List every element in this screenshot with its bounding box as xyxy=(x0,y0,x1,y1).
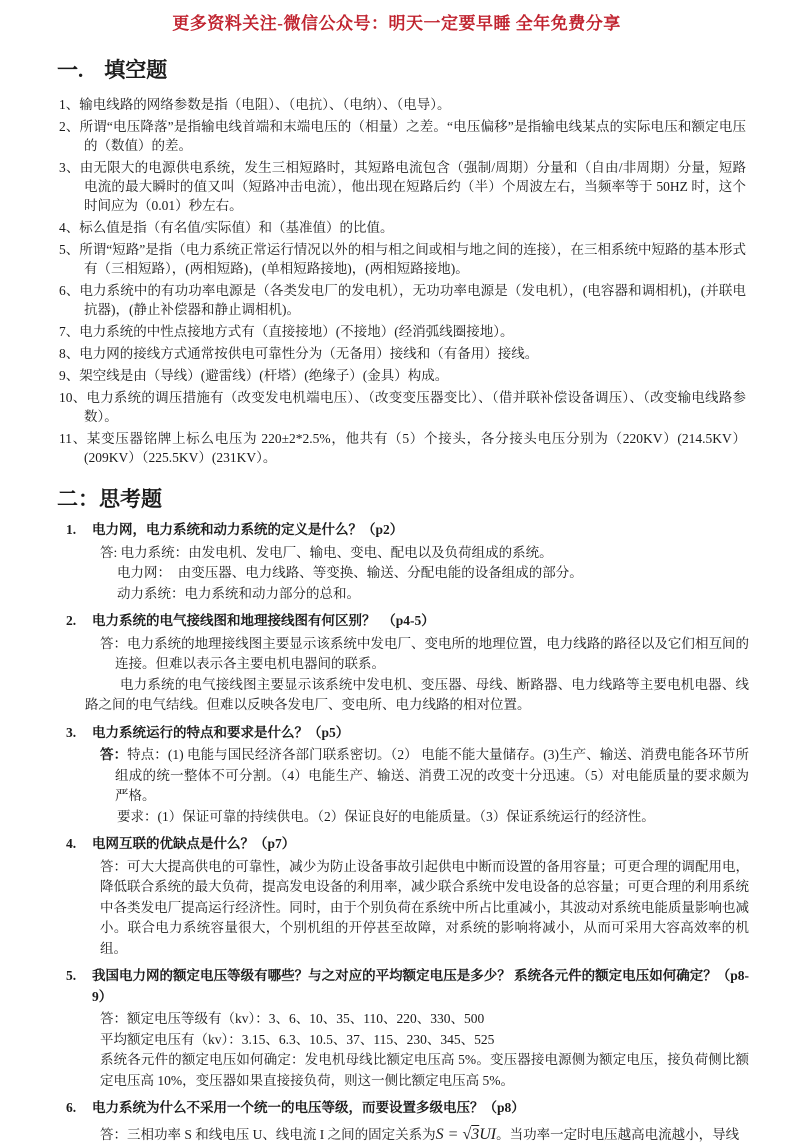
item-number: 2、 xyxy=(59,119,80,134)
item-text: 电力系统的调压措施有（改变发电机端电压）、（改变变压器变比）、（借并联补偿设备调压）、（改变输电线路参数）。 xyxy=(84,390,746,424)
question-text: 电网互联的优缺点是什么？（p7） xyxy=(92,834,749,855)
radical-sign: √ xyxy=(462,1126,471,1143)
item-text: 电力网的接线方式通常按供电可靠性分为（无备用）接线和（有备用）接线。 xyxy=(79,346,538,361)
question-heading xyxy=(66,966,749,1007)
answer-label: 答： xyxy=(100,747,127,762)
question-list xyxy=(66,520,749,1145)
question-heading xyxy=(66,520,749,541)
fill-item xyxy=(59,366,746,385)
item-text: 某变压器铭牌上标么电压为 220±2*2.5%，他共有（5）个接头，各分接头电压分别为（220KV）(214.5KV）(209KV）（225.5KV）(231KV）。 xyxy=(84,431,746,465)
answer-block xyxy=(100,745,749,827)
item-text: 标么值是指（有名值/实际值）和（基准值）的比值。 xyxy=(79,220,393,235)
fill-item xyxy=(59,218,746,237)
answer-paragraph xyxy=(100,1050,749,1091)
item-text: 所谓“电压降落”是指输电线首端和末端电压的（相量）之差。“电压偏移”是指输电线某点的实际电压和额定电压的（数值）的差。 xyxy=(80,119,746,153)
answer-text: 动力系统：电力系统和动力部分的总和。 xyxy=(117,586,360,601)
answer-block xyxy=(100,634,749,716)
answer-paragraph xyxy=(100,1009,749,1030)
answer-text: 电力网： 由变压器、电力线路、等变换、输送、分配电能的设备组成的部分。 xyxy=(117,565,583,580)
answer-block xyxy=(100,1009,749,1091)
answer-block xyxy=(100,1125,749,1145)
answer-paragraph xyxy=(100,634,749,675)
answer-paragraph: 答：三相功率 S 和线电压 U、线电流 I 之间的固定关系为S = √3UI。当功率一定时电压越高电流越小，导线 xyxy=(100,1125,749,1145)
answer-text: 额定电压等级有（kv）：3、6、10、35、110、220、330、500 xyxy=(127,1011,484,1026)
answer-text: 要求：(1）保证可靠的持续供电。（2）保证良好的电能质量。（3）保证系统运行的经济性。 xyxy=(117,809,655,824)
answer-label: 答： xyxy=(100,1127,127,1142)
question-heading xyxy=(66,723,749,744)
answer-text: 电力系统的地理接线图主要显示该系统中发电厂、变电所的地理位置，电力线路的路径以及它们相互间的连接。但难以表示各主要电机电器间的联系。 xyxy=(115,636,749,672)
item-text: 电力系统中的有功功率电源是（各类发电厂的发电机），无功功率电源是（发电机），(电容器和调相机)，(并联电抗器)，(静止补偿器和静止调相机)。 xyxy=(79,283,746,317)
answer-block xyxy=(100,857,749,960)
item-number: 6、 xyxy=(59,283,79,298)
item-text: 由无限大的电源供电系统，发生三相短路时，其短路电流包含（强制/周期）分量和（自由/非周期）分量，短路电流的最大瞬时的值又叫（短路冲击电流），他出现在短路后约（半）个周波左右，当频率等于 50HZ 时，这个时间应为（0.01）秒左右。 xyxy=(80,160,746,213)
promo-banner: 更多资料关注-微信公众号：明天一定要早睡 全年免费分享 xyxy=(0,0,793,34)
item-number: 10、 xyxy=(59,390,86,405)
section1-title: 一. 填空题 xyxy=(57,54,793,84)
answer-paragraph xyxy=(100,1030,749,1051)
answer-paragraph xyxy=(100,857,749,960)
fill-item xyxy=(59,344,746,363)
radicand: 3 xyxy=(471,1126,479,1143)
answer-paragraph xyxy=(100,543,749,564)
fill-item xyxy=(59,281,746,319)
fill-item xyxy=(59,158,746,215)
item-number: 3、 xyxy=(59,160,80,175)
fill-item xyxy=(59,117,746,155)
answer-label: 答： xyxy=(100,859,127,874)
item-number: 9、 xyxy=(59,368,79,383)
item-text: 电力系统的中性点接地方式有（直接接地）(不接地）(经消弧线圈接地）。 xyxy=(79,324,513,339)
item-text: 输电线路的网络参数是指（电阻）、（电抗）、（电纳）、（电导）。 xyxy=(79,97,450,112)
item-number: 5、 xyxy=(59,242,79,257)
question-heading xyxy=(66,834,749,855)
item-number: 8、 xyxy=(59,346,79,361)
sqrt3-formula: S = √3UI xyxy=(436,1126,496,1143)
question-text: 电力系统为什么不采用一个统一的电压等级，而要设置多级电压？（p8） xyxy=(92,1098,749,1119)
item-text: 架空线是由（导线）(避雷线）(杆塔）(绝缘子）(金具）构成。 xyxy=(79,368,448,383)
answer-text: 系统各元件的额定电压如何确定：发电机母线比额定电压高 5%。变压器接电源侧为额定电压，接负荷侧比额定电压高 10%，变压器如果直接接负荷，则这一侧比额定电压高 5%。 xyxy=(100,1052,749,1088)
answer-paragraph xyxy=(117,807,749,828)
answer-label: 答： xyxy=(100,1011,127,1026)
fill-item xyxy=(59,240,746,278)
question-heading xyxy=(66,1098,749,1119)
answer-text: 可大大提高供电的可靠性，减少为防止设备事故引起供电中断而设置的备用容量；可更合理的调配用电，降低联合系统的最大负荷，提高发电设备的利用率，减少联合系统中发电设备的总容量；可更合理的利用系统中各类发电厂提高运行经济性。同时，由于个别负荷在系统中所占比重减小，其波动对系统电能质量影响也减小。联合电力系统容量很大，个别机组的开停甚至故障，对系统的影响将减小，从而可采用大容高效率的机组。 xyxy=(100,859,749,956)
item-number: 11、 xyxy=(59,431,87,446)
answer-paragraph xyxy=(117,563,749,584)
fill-item xyxy=(59,429,746,467)
answer-block xyxy=(100,543,749,605)
question-number: 5. xyxy=(66,966,92,1007)
item-number: 1、 xyxy=(59,97,79,112)
question-text: 我国电力网的额定电压等级有哪些？与之对应的平均额定电压是多少？ 系统各元件的额定电压如何确定？（p8-9） xyxy=(92,966,749,1007)
question-number: 1. xyxy=(66,520,92,541)
question-number: 3. xyxy=(66,723,92,744)
fill-blank-list xyxy=(59,95,746,467)
item-text: 所谓“短路”是指（电力系统正常运行情况以外的相与相之间或相与地之间的连接），在三相系统中短路的基本形式有（三相短路），(两相短路)，(单相短路接地)，(两相短路接地)。 xyxy=(79,242,746,276)
answer-label: 答： xyxy=(100,636,127,651)
section2-title: 二：思考题 xyxy=(57,483,793,513)
answer-text: 平均额定电压有（kv）：3.15、6.3、10.5、37、115、230、345、525 xyxy=(100,1032,494,1047)
question-number: 2. xyxy=(66,611,92,632)
item-number: 7、 xyxy=(59,324,79,339)
question-number: 4. xyxy=(66,834,92,855)
answer-text: 电力系统：由发电机、发电厂、输电、变电、配电以及负荷组成的系统。 xyxy=(121,545,553,560)
answer-text: 特点：(1) 电能与国民经济各部门联系密切。（2） 电能不能大量储存。(3)生产、输送、消费电能各环节所组成的统一整体不可分割。（4）电能生产、输送、消费工况的改变十分迅速。（5）对电能质量的要求颇为严格。 xyxy=(115,747,749,803)
question-text: 电力系统运行的特点和要求是什么？（p5） xyxy=(92,723,749,744)
answer-paragraph xyxy=(117,584,749,605)
question-text: 电力系统的电气接线图和地理接线图有何区别？ （p4-5） xyxy=(92,611,749,632)
item-number: 4、 xyxy=(59,220,79,235)
answer-paragraph xyxy=(100,745,749,807)
answer-label: 答: xyxy=(100,545,121,560)
answer-text: 电力系统的电气接线图主要显示该系统中发电机、变压器、母线、断路器、电力线路等主要电机电器、线路之间的电气结线。但难以反映各发电厂、变电所、电力线路的相对位置。 xyxy=(85,677,749,713)
fill-item xyxy=(59,322,746,341)
question-text: 电力网，电力系统和动力系统的定义是什么？（p2） xyxy=(92,520,749,541)
answer-paragraph xyxy=(85,675,749,716)
question-number: 6. xyxy=(66,1098,92,1119)
question-heading xyxy=(66,611,749,632)
fill-item xyxy=(59,388,746,426)
fill-item xyxy=(59,95,746,114)
